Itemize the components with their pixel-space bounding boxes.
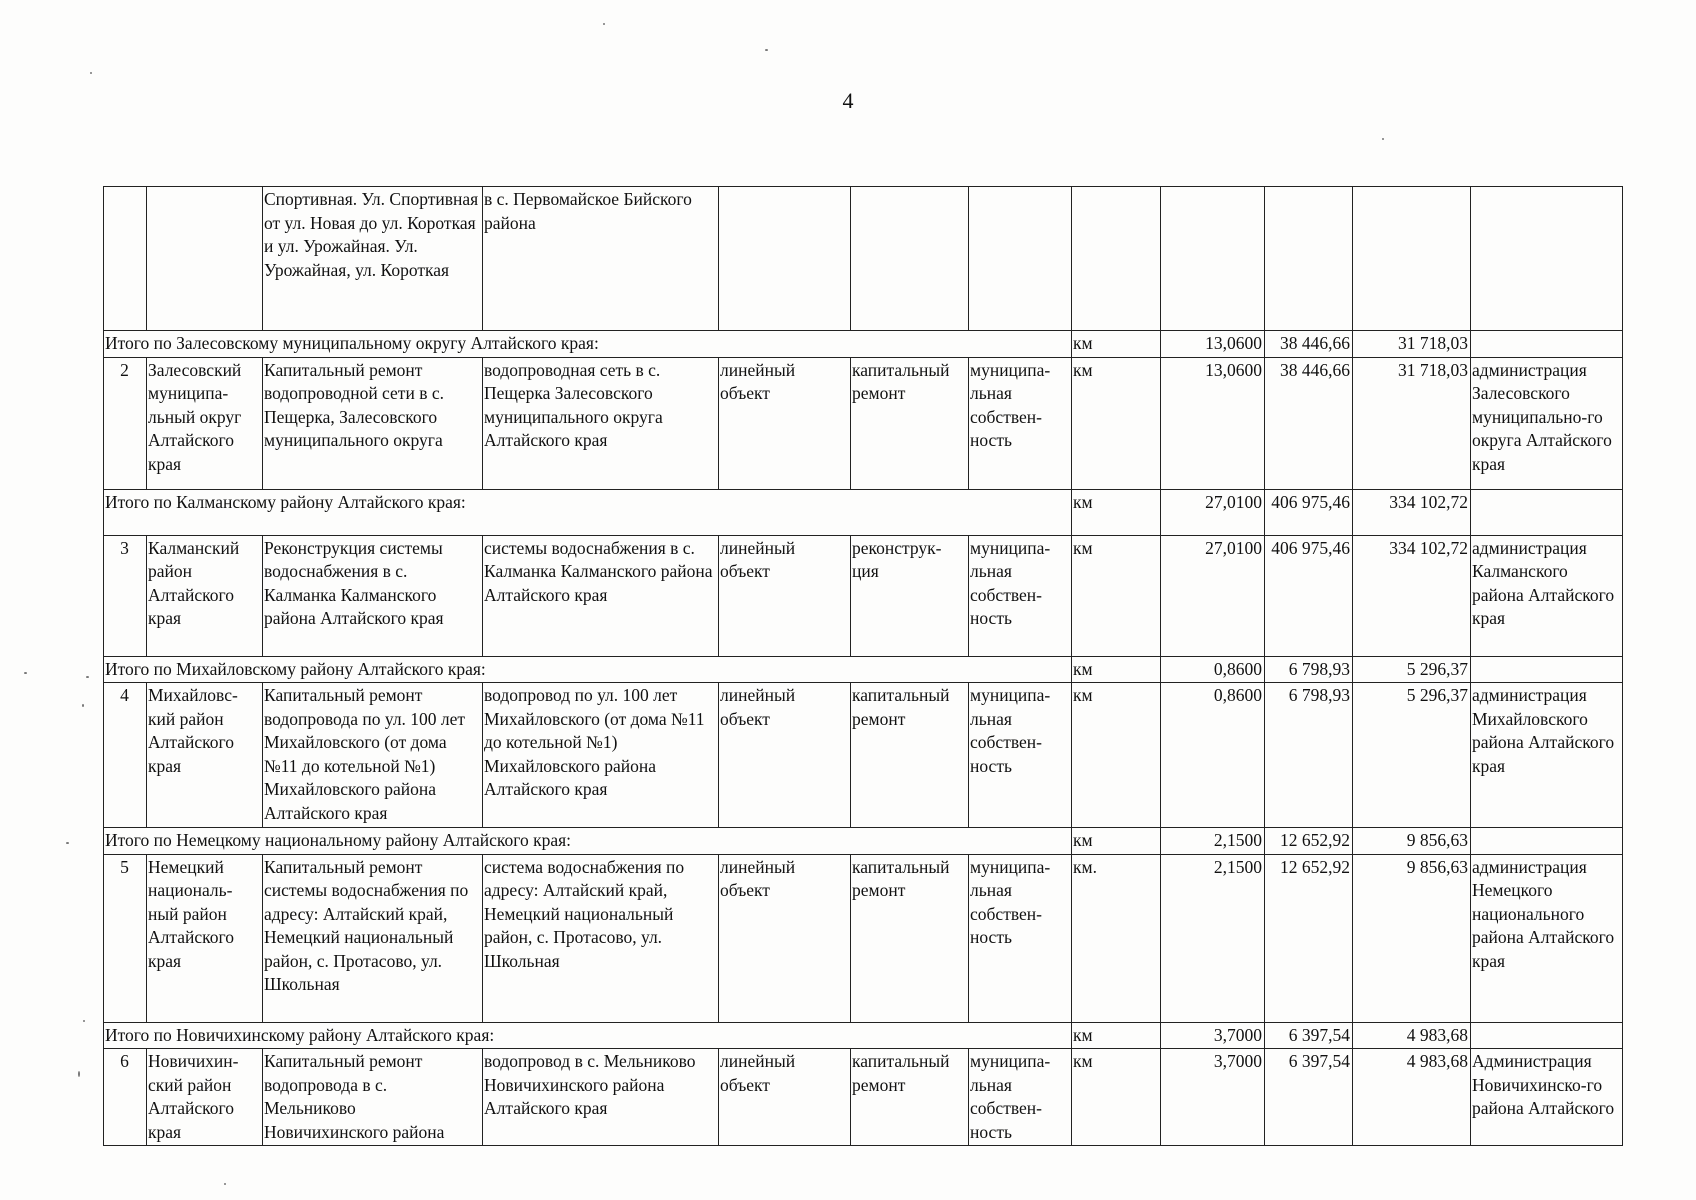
total-label: Итого по Залесовскому муниципальному округу Алтайского края: <box>104 331 1072 358</box>
cost-total-cell: 12 652,92 <box>1265 854 1353 1022</box>
event-cell: Капитальный ремонт водопровода по ул. 100 лет Михайловского (от дома №11 до котельной №1) Михайловского района Алтайского края <box>263 683 483 828</box>
customer-cell <box>1471 1022 1623 1049</box>
length-cell: 27,0100 <box>1161 489 1265 535</box>
row-number: 4 <box>104 683 147 828</box>
scan-speck <box>86 676 89 678</box>
customer-cell: администрация Михайловского района Алтайского края <box>1471 683 1623 828</box>
row-number: 6 <box>104 1049 147 1146</box>
length-cell: 2,1500 <box>1161 854 1265 1022</box>
object-name-cell: Спортивная. Ул. Спортивная от ул. Новая до ул. Короткая и ул. Урожайная. Ул. Урожайная, ул. Короткая <box>263 187 483 331</box>
cost-total-cell: 6 397,54 <box>1265 1049 1353 1146</box>
object-cell: система водоснабжения по адресу: Алтайский край, Немецкий национальный район, с. Протасово, ул. Школьная <box>483 854 719 1022</box>
work-type-cell: капитальный ремонт <box>851 683 969 828</box>
total-row <box>104 1022 1623 1049</box>
length-cell: 13,0600 <box>1161 357 1265 489</box>
length-cell: 27,0100 <box>1161 535 1265 656</box>
total-label: Итого по Михайловскому району Алтайского края: <box>104 656 1072 683</box>
total-row <box>104 828 1623 855</box>
cost-budget-cell: 5 296,37 <box>1353 656 1471 683</box>
objects-table <box>103 186 1623 1146</box>
cost-budget-cell: 334 102,72 <box>1353 489 1471 535</box>
cost-total-cell: 12 652,92 <box>1265 828 1353 855</box>
customer-cell <box>1471 331 1623 358</box>
cost-budget-cell: 31 718,03 <box>1353 331 1471 358</box>
table-row <box>104 187 1623 331</box>
scan-speck <box>1382 138 1384 140</box>
cost-total-cell: 406 975,46 <box>1265 535 1353 656</box>
page-number: 4 <box>842 88 854 113</box>
cost-budget-cell: 334 102,72 <box>1353 535 1471 656</box>
object-type-cell: линейный объект <box>719 1049 851 1146</box>
total-row <box>104 489 1623 535</box>
length-cell: 13,0600 <box>1161 331 1265 358</box>
customer-cell <box>1471 489 1623 535</box>
ownership-cell: муниципа-льная собствен-ность <box>969 683 1072 828</box>
municipality-cell: Михайловс-кий район Алтайского края <box>147 683 263 828</box>
object-cell: системы водоснабжения в с. Калманка Калманского района Алтайского края <box>483 535 719 656</box>
cost-total-cell: 406 975,46 <box>1265 489 1353 535</box>
ownership-cell: муниципа-льная собствен-ность <box>969 535 1072 656</box>
ownership-cell: муниципа-льная собствен-ность <box>969 1049 1072 1146</box>
scan-speck <box>66 842 69 844</box>
object-type-cell: линейный объект <box>719 854 851 1022</box>
cost-total-cell: 38 446,66 <box>1265 357 1353 489</box>
unit-cell: км <box>1072 1049 1161 1146</box>
object-type-cell: линейный объект <box>719 683 851 828</box>
cost-budget-cell: 5 296,37 <box>1353 683 1471 828</box>
cost-budget-cell: 9 856,63 <box>1353 828 1471 855</box>
row-number: 3 <box>104 535 147 656</box>
event-cell: Капитальный ремонт водопроводной сети в с. Пещерка, Залесовского муниципального округа <box>263 357 483 489</box>
length-cell: 0,8600 <box>1161 683 1265 828</box>
object-cell: водопровод по ул. 100 лет Михайловского (от дома №11 до котельной №1) Михайловского района Алтайского края <box>483 683 719 828</box>
unit-cell: км <box>1072 683 1161 828</box>
cost-budget-cell: 31 718,03 <box>1353 357 1471 489</box>
row-number: 5 <box>104 854 147 1022</box>
event-cell: Капитальный ремонт системы водоснабжения по адресу: Алтайский край, Немецкий национальный район, с. Протасово, ул. Школьная <box>263 854 483 1022</box>
unit-cell: км <box>1072 489 1161 535</box>
cost-total-cell: 6 798,93 <box>1265 656 1353 683</box>
length-cell: 2,1500 <box>1161 828 1265 855</box>
cost-budget-cell: 9 856,63 <box>1353 854 1471 1022</box>
municipality-cell: Калманский район Алтайского края <box>147 535 263 656</box>
object-location-cell: в с. Первомайское Бийского района <box>483 187 719 331</box>
object-type-cell: линейный объект <box>719 357 851 489</box>
customer-cell <box>1471 828 1623 855</box>
object-cell: водопровод в с. Мельниково Новичихинского района Алтайского края <box>483 1049 719 1146</box>
unit-cell: км <box>1072 331 1161 358</box>
length-cell: 3,7000 <box>1161 1022 1265 1049</box>
total-row <box>104 331 1623 358</box>
customer-cell: администрация Немецкого национального района Алтайского края <box>1471 854 1623 1022</box>
cost-total-cell: 38 446,66 <box>1265 331 1353 358</box>
scan-speck <box>24 672 27 674</box>
total-label: Итого по Новичихинскому району Алтайского края: <box>104 1022 1072 1049</box>
table-row <box>104 357 1623 489</box>
table-row <box>104 535 1623 656</box>
customer-cell <box>1471 656 1623 683</box>
work-type-cell: капитальный ремонт <box>851 357 969 489</box>
object-cell: водопроводная сеть в с. Пещерка Залесовского муниципального округа Алтайского края <box>483 357 719 489</box>
municipality-cell: Новичихин-ский район Алтайского края <box>147 1049 263 1146</box>
unit-cell: км <box>1072 1022 1161 1049</box>
row-number: 2 <box>104 357 147 489</box>
scan-speck <box>83 1020 85 1022</box>
cost-total-cell: 6 397,54 <box>1265 1022 1353 1049</box>
ownership-cell: муниципа-льная собствен-ность <box>969 357 1072 489</box>
ownership-cell: муниципа-льная собствен-ность <box>969 854 1072 1022</box>
cost-budget-cell: 4 983,68 <box>1353 1022 1471 1049</box>
total-label: Итого по Немецкому национальному району Алтайского края: <box>104 828 1072 855</box>
table-row <box>104 854 1623 1022</box>
cost-total-cell: 6 798,93 <box>1265 683 1353 828</box>
event-cell: Капитальный ремонт водопровода в с. Мельниково Новичихинского района <box>263 1049 483 1146</box>
length-cell: 3,7000 <box>1161 1049 1265 1146</box>
cost-budget-cell: 4 983,68 <box>1353 1049 1471 1146</box>
unit-cell: км. <box>1072 854 1161 1022</box>
scan-speck <box>82 704 84 707</box>
unit-cell: км <box>1072 828 1161 855</box>
table-row <box>104 683 1623 828</box>
municipality-cell: Немецкий националь-ный район Алтайского края <box>147 854 263 1022</box>
length-cell: 0,8600 <box>1161 656 1265 683</box>
total-row <box>104 656 1623 683</box>
scan-speck <box>90 72 92 74</box>
unit-cell: км <box>1072 357 1161 489</box>
work-type-cell: капитальный ремонт <box>851 1049 969 1146</box>
unit-cell: км <box>1072 656 1161 683</box>
event-cell: Реконструкция системы водоснабжения в с. Калманка Калманского района Алтайского края <box>263 535 483 656</box>
work-type-cell: реконструк-ция <box>851 535 969 656</box>
work-type-cell: капитальный ремонт <box>851 854 969 1022</box>
scan-speck <box>224 1183 226 1185</box>
total-label: Итого по Калманскому району Алтайского края: <box>104 489 1072 535</box>
customer-cell: администрация Калманского района Алтайского края <box>1471 535 1623 656</box>
scan-speck <box>603 23 605 25</box>
customer-cell: Администрация Новичихинско-го района Алтайского <box>1471 1049 1623 1146</box>
table-row <box>104 1049 1623 1146</box>
object-type-cell: линейный объект <box>719 535 851 656</box>
scan-speck <box>78 1071 80 1077</box>
unit-cell: км <box>1072 535 1161 656</box>
scan-speck <box>765 49 768 51</box>
customer-cell: администрация Залесовского муниципально-го округа Алтайского края <box>1471 357 1623 489</box>
municipality-cell: Залесовский муниципа-льный округ Алтайского края <box>147 357 263 489</box>
